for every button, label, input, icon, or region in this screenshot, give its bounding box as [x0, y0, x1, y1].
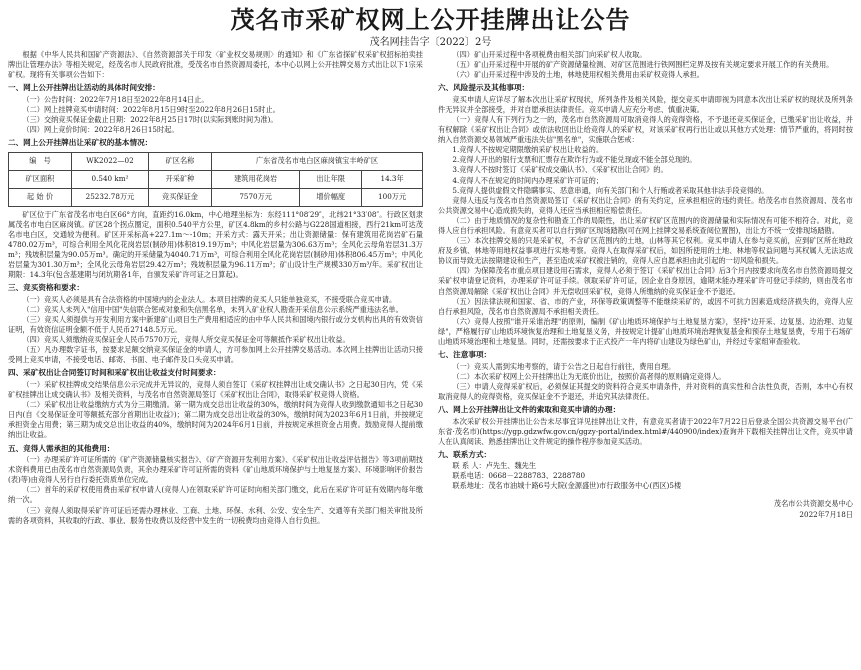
section-7-paragraph: （三）申请人竞得采矿权后，必须保证其提交的资料符合竞买申请条件，并对资料的真实性和合法性负责，否则，本中心有权取消竞得人的竞得资格，竞买保证金不予退还，并追究其法律责任。 [438, 381, 853, 401]
right-column [438, 50, 853, 520]
section-1-item: （二）网上挂牌竞买申请时间：2022年8月15日9时至2022年8月26日15时止。 [22, 104, 280, 114]
table-cell: 出让年限 [300, 170, 362, 188]
section-7-paragraph: （一）竞买人需到实地考察的，请于公告之日起自行前往，费用自理。 [452, 361, 676, 371]
section-6-paragraph: （五）因法律法规和国家、省、市的产业，环保等政策调整等不能继续采矿的，或因不可抗力因素造成经济损失的，竞得人应自行承担风险，茂名市自然资源局不承担相关责任。 [438, 296, 853, 316]
table-cell: 矿区名称 [149, 152, 212, 170]
table-cell: 100万元 [362, 188, 423, 206]
section-6-heading: 六、风险提示及其他事项： [438, 83, 530, 93]
section-6-paragraph: （四）为保障茂名市重点项目建设用石需求，竞得人必须于签订《采矿权出让合同》后3个月内按要求向茂名市自然资源局提交采矿权申请登记资料，办理采矿许可证手续。领取采矿许可证，因企业自身原因，逾期未能办理采矿许可登记手续的，则由茂名市自然资源局解除《采矿权出让合同》并无偿收回采矿权，竞得人所缴纳的竞买保证金不予退还。 [438, 266, 853, 296]
section-5-paragraph: （六）矿山开采过程中涉及的土地，林地使用权相关费用由采矿权竞得人承担。 [452, 70, 704, 80]
section-6-list-item: 2.竞得人开出的银行支票和汇票存在欺诈行为或不能兑现或不能全部兑现的。 [452, 155, 697, 165]
section-8-heading: 八、网上公开挂牌出让文件的索取和竞买申请的办理： [438, 405, 621, 414]
section-3-paragraph: （三）竞买人须提供与开发利用方案中新建矿山项目生产费用相适应的由中华人民共和国境内银行或分支机构出具的有效资信证明，有效资信证明金额不低于人民币27148.5万元。 [8, 315, 423, 335]
section-2-heading: 二、网上公开挂牌出让采矿权的基本情况： [8, 138, 153, 148]
section-6-paragraph: （三）本次挂牌交易的只是采矿权，不含矿区范围内的土地，山林等其它权利。竞买申请人在参与竞买前，应到矿区所在地政府及乡镇、林地等用地权益事项进行实地考察。竞得人在取得采矿权后，如因所使用的土地、林地等权益问题与其权属人无法达成协议而导致无法按期建设和生产，甚至造成采矿权被注销的，竞得人应自愿承担由此引起的一切风险和损失。 [438, 236, 853, 266]
signature-block [438, 498, 853, 520]
section-8-paragraph: 本次采矿权公开挂牌出让公告未尽事宜详见挂牌出让文件，有意竞买者请于2022年7月22日后登录全国公共资源交易平台(广东省·茂名市)(https://ygp.gdzwfw.gov.cn/ggzy-portal/index.html#/440900/index)查询并下载相关挂牌出让文件，竞买申请人在认真阅读、熟悉挂牌出让文件规定的操作程序参加竞买活动。 [438, 416, 853, 446]
section-1-heading: 一、网上公开挂牌出让活动的具体时间安排： [8, 83, 160, 93]
section-7-heading: 七、注意事项： [438, 350, 492, 360]
section-4-paragraph: （一）采矿权挂牌成交结果信息公示完成并无异议的，竞得人须自签订《采矿权挂牌出让成交确认书》之日起30日内，凭《采矿权挂牌出让成交确认书》及相关资料，与茂名市自然资源局签订《采矿权出让合同》，取得采矿权竞得人资格。 [8, 379, 423, 400]
table-cell: 广东省茂名市电白区麻岗镇宝丰岭矿区 [212, 152, 423, 170]
section-5-heading: 五、竞得人需承担的其他费用： [8, 443, 115, 453]
section-3-heading: 三、竞买资格和要求： [8, 283, 84, 293]
section-1-item: （一）公告时间：2022年7月18日至2022年8月14日止。 [22, 94, 209, 104]
section-9-heading: 九、联系方式： [438, 449, 492, 459]
section-6-paragraph: （二）由于地质情况的复杂性和勘查工作的局限性，出让采矿权矿区范围内的资源储量和实际情况有可能不相符合。对此，竞得人应自行承担风险。有意竞买者可以自行到矿区现场踏勘(可在网上挂牌交易系统查阅位置图)，出让方不统一安排现场踏勘。 [438, 215, 853, 235]
table-cell: 矿区面积 [9, 170, 72, 188]
contact-line: 联系电话：0668－2288783、2288780 [452, 471, 586, 481]
section-6-list-item: 3.竞得人不按时签订《采矿权成交确认书》、《采矿权出让合同》的。 [452, 165, 668, 175]
table-cell: 0.540 km² [72, 170, 149, 188]
mining-right-info-table [8, 152, 423, 207]
section-6-list-item: 4.竞得人不在规定的时间内办理采矿许可证的； [452, 175, 604, 185]
section-5-paragraph: （三）竞得人须取得采矿许可证后还需办理林业、工商、土地、环保、水利、公安、安全生产、交通等有关部门相关审批及所需的各项资料，其收取的行政、事业、服务性收费以及经营中发生的一切税费均由竞得人自行负担。 [8, 505, 423, 525]
section-6-list-item: 5.竞得人提供虚假文件隐瞒事实、恶意串通，向有关部门和个人行贿或者采取其他非法手段竞得的。 [452, 185, 769, 195]
section-6-paragraph: （六）竞得人按照"谁开采谁治理"的原则，编制《矿山地质环境保护与土地复垦方案》，坚持"边开采、边复垦、边治理、边复绿"，严格履行矿山地质环境恢复治理和土地复垦义务，并按规定计提矿山地质环境治理恢复基金和预存土地复垦费，专用于石场矿山地质环境治理和土地复垦。同时，还需按要求于正式投产一年内将矿山建设为绿色矿山，并经过专家组审查验收。 [438, 316, 853, 347]
table-cell: 增价幅度 [300, 188, 362, 206]
section-4-heading: 四、采矿权出让合同签订时间和采矿权出让收益支付时间要求： [8, 368, 221, 378]
table-row [9, 152, 423, 170]
contact-line: 联 系 人：卢先生、魏先生 [452, 461, 537, 471]
section-6-paragraph: 竞得人违反与茂名市自然资源局签订《采矿权出让合同》的有关约定，应承担相应的违约责任。给茂名市自然资源局、茂名市公共资源交易中心造成损失的，竞得人还应当承担相应赔偿责任。 [438, 195, 853, 215]
section-6-paragraph: （一）竞得人有下列行为之一的，茂名市自然资源局可取消竞得人的竞得资格，不予退还竞买保证金，已缴采矿出让收益，并有权解除《采矿权出让合同》或依法收回出让给竞得人的采矿权，对该采矿权再行出让或以其他方式处理：情节严重的，将同时按纳入自然资源交易领域严重违法失信"黑名单"，实施联合惩戒： [438, 114, 853, 145]
left-column [8, 50, 423, 526]
section-6-paragraph: 竞买申请人应详尽了解本次出让采矿权现状，所列条件及相关风险，提交竞买申请即视为同意本次出让采矿权的现状及所列条件无异议并全部接受，并对自愿承担法律责任。竞买申请人应充分考虑、慎重决策。 [438, 94, 853, 114]
section-1-item: （三）交纳竞买保证金截止日期：2022年8月25日17时(以实际到账时间为准)。 [22, 114, 278, 124]
intro-paragraph: 根据《中华人民共和国矿产资源法》、《自然资源部关于印发〈矿业权交易规则〉的通知》和《广东省探矿权采矿权招标拍卖挂牌出让管理办法》等相关规定，经茂名市人民政府批准，受茂名市自然资源局委托，本中心以网上公开挂牌交易方式出让以下1宗采矿权。现将有关事项公告如下： [8, 50, 423, 80]
table-cell: 编 号 [9, 152, 72, 170]
document-number: 茂名网挂告字〔2022〕2号 [369, 37, 492, 48]
section-5-paragraph: （四）矿山开采过程中各项税费由相关部门向采矿权人收取。 [452, 50, 647, 59]
table-row [9, 188, 423, 206]
table-cell: 14.3年 [362, 170, 423, 188]
table-row [9, 170, 423, 188]
section-5-paragraph: （五）矿山开采过程中开展的矿产资源储量检测、对矿区范围进行铁网围栏定界及按有关规定要求开展工作的有关费用。 [452, 60, 834, 70]
section-1-item: （四）网上竞价时间：2022年8月26日15时起。 [22, 125, 179, 135]
signature-date: 2022年7月18日 [799, 509, 853, 519]
table-cell: 7570万元 [212, 188, 300, 206]
table-cell: 起 始 价 [9, 188, 72, 206]
table-cell: 开采矿种 [149, 170, 212, 188]
section-3-paragraph: （二）竞买人未列入"信用中国"失信联合惩戒对象和失信黑名单，未列入矿业权人勘查开采信息公示系统严重违法名单。 [22, 304, 403, 314]
page-title: 茂名市采矿权网上公开挂牌出让公告 [230, 5, 631, 34]
section-7-paragraph: （二）本次采矿权网上公开挂牌出让为无底价出让，按照价高者得的原则确定竞得人。 [452, 371, 726, 381]
signature-org: 茂名市公共资源交易中心 [773, 498, 853, 508]
contact-line: 联系地址：茂名市油城十路6号大院(金源盛世)市行政服务中心(西区)5楼 [452, 481, 682, 491]
section-3-paragraph: （五）凡办理数字证书，按要求足额交纳竞买保证金的申请人，方可参加网上公开挂牌交易活动。本次网上挂牌出让活动只接受网上竞买申请，不接受电话、邮寄、书面、电子邮件及口头竞买申请。 [8, 345, 423, 365]
section-4-paragraph: （二）采矿权出让收益缴纳方式为分三期缴清。第一期为成交总出让收益的30%，缴纳时间为竞得人收到缴款通知书之日起30日内(自《交易保证金可等额抵充部分首期出让收益》)；第二期为成交总出让收益的30%，缴纳时间为2023年6月1日前，并按规定承担资金占用费；第三期为成交总出让收益的40%，缴纳时间为2024年6月1日前，并按规定承担资金占用费。鼓励竞得人提前缴纳出让收益。 [8, 400, 423, 440]
table-cell: WK2022—02 [72, 152, 149, 170]
section-5-paragraph: （二）首年的采矿权使用费由采矿权申请人(竞得人)在领取采矿许可证时向相关部门缴交，此后在采矿许可证有效期内每年缴纳一次。 [8, 485, 423, 505]
section-3-paragraph: （一）竞买人必须是具有合法资格的中国境内的企业法人。本项目挂牌的竞买人只能单独竞买，不接受联合竞买申请。 [22, 294, 397, 304]
table-cell: 竞买保证金 [149, 188, 212, 206]
table-cell: 建筑用花岗岩 [212, 170, 300, 188]
section-3-paragraph: （四）竞买人须缴纳竞买保证金人民币7570万元，竞得人所交竞买保证金可等额抵作采矿权出让收益。 [22, 335, 350, 345]
section-2-paragraph: 矿区位于广东省茂名市电白区66°方向，直距约16.0km，中心地理坐标为：东经111°08′29″，北纬21°33′08″。行政区划隶属茂名市电白区麻岗镇。矿区28个拐点圈定，面积0.540平方公里，矿区4.8km的乡村公路与G228国道相接，西行21km可达茂名市电白区，交通较为便利。矿区开采标高+227.1m～-10m；开采方式：露天开采；出让资源储量：保有建筑用花岗岩矿石量4780.02万m³，可综合利用全风化花岗岩层(制砂用)体积819.19万m³；中风化岩层量为306.63万m³；全风化云母角岩层31.3万m³；残坡积层量为90.05万m³。确定的开采储量为4040.71万m³，可综合利用全风化花岗岩层(制砂用)体积806.45万m³；中风化岩层量为301.30万m³；全风化云母角岩层29.42万m³；残坡积层量为96.11万m³；矿山设计生产规模330万m³/年。采矿权出让期限：14.3年(包含基建期与闭坑期各1年，自颁发采矿许可证之日算起)。 [8, 209, 423, 280]
table-cell: 25232.78万元 [72, 188, 149, 206]
section-6-list-item: 1.竞得人不按规定期限缴纳采矿权出让收益的。 [452, 145, 604, 155]
section-5-paragraph: （一）办理采矿许可证所需的《矿产资源储量核实报告》、《矿产资源开发利用方案》、《采矿权出让收益评估报告》等3项前期技术资料费用已由茂名市自然资源局负责，其余办理采矿许可证所需的资料《矿山地质环境保护与土地复垦方案》、环境影响评价报告(表)等)由竞得人另行自行委托资质单位完成。 [8, 455, 423, 485]
